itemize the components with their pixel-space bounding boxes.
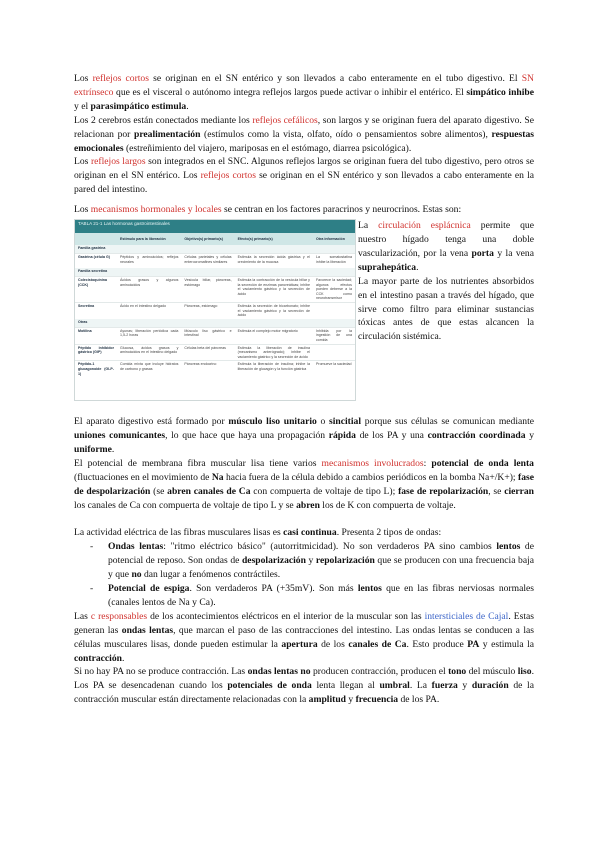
table-cell: Gastrina (célula G) [78,255,110,260]
highlight-term: reflejos cortos [92,73,149,84]
text: y la vena [493,247,534,259]
text: Si no hay PA no se produce contracción. Las [74,666,248,678]
table-section-label: Familia gastrina [75,245,355,253]
document-page [74,72,534,707]
text: se originan en el SN entérico y son llevados a cabo enteramente en el tubo digestivo. El [148,73,522,84]
text: . [186,100,189,112]
text: se originan en el SN entérico y son llevados a cabo enteramente en la pared del intestino. [74,170,534,196]
paragraph-mecanismos [74,203,534,217]
bold-term: cierran [504,485,535,497]
text: y [525,429,535,441]
text: de los [317,638,349,650]
hormone-table-image [74,219,356,401]
table-row [75,344,355,361]
bold-term: respuestas emocionales [74,128,534,154]
text: . Son verdaderos PA (+35mV). Son más [189,583,358,595]
text: de potencial de reposo. Son ondas de [108,541,534,567]
bold-term: potenciales de onda [227,680,312,692]
paragraph-potencial-membrana [74,457,534,513]
bold-term: Potencial de espiga [108,583,190,595]
table-header-cell: Objetivo(s) primario(s) [184,236,223,241]
text: . Los PA se desencadenan cuando los [74,666,534,692]
table-cell: Péptido inhibidor gástrico (GIP) [78,345,114,355]
bold-term: potencial de onda lenta [431,457,534,469]
bold-term: uniforme [74,443,112,455]
bold-term: canales de Ca [348,638,407,650]
table-row [75,302,355,319]
text: de los PA y una [355,429,428,441]
bold-term: fase de repolarización [398,485,489,497]
text: de los acontecimientos eléctricos en el interior de la muscular son las [147,610,425,622]
text: se centran en los factores paracrinos y neurocrinos. Estas son: [221,204,462,216]
bold-term: liso [517,666,532,678]
text: . [111,443,115,455]
text: (se [150,485,168,497]
list-item-ondas-lentas [108,540,534,582]
text: de la contracción muscular están directamente relacionadas con la [74,680,534,706]
table-header-cell: Otra información [315,236,345,241]
table-cell: Páncreas endocrino [184,362,217,367]
text: (estreñimiento del viajero, mariposas en el estómago, diarrea psicológica). [123,142,412,154]
bold-term: duración [471,680,509,692]
bold-term: umbral [379,680,410,692]
paragraph-reflejos-largos [74,155,534,197]
text: con compuerta de voltaje de tipo L); [250,485,399,497]
table-cell: Glucosa, ácidos grasos y aminoácidos en el intestino delgado [120,345,179,355]
text: , que marcan el paso de las contracciones del intestino. Las ondas lentas se conducen a las células musculares lisas, donde pueden estimular la [74,624,534,650]
text: Los [74,204,91,216]
paragraph-musculo-liso [74,415,534,457]
table-cell: Péptidos y aminoácidos; reflejos neurales [120,255,179,264]
bold-term: abren canales de Ca [167,485,251,497]
bold-term: Na [211,471,224,483]
paragraph-reflejos-cefalicos [74,114,534,156]
bold-term: contracción coordinada [427,429,526,441]
bold-term: apertura [281,638,318,650]
table-cell: La somatostatina inhibe la liberación [315,255,352,264]
text: permite que nuestro hígado tenga una doble vascularización, por la vena [358,220,534,259]
table-cell: Estimula la contracción de la vesícula biliar y la secreción de enzimas pancreáticas; inhibe el vaciamiento gástrico y la secreción de ácido [237,278,310,296]
table-cell: Páncreas, estómago [184,304,218,309]
bold-term: uniones comunicantes [74,429,166,441]
text: y [346,694,356,706]
bold-term: contracción [74,652,122,664]
highlight-term: reflejos largos [90,156,146,168]
paragraph-nutrientes: La mayor parte de los nutrientes absorbidos en el intestino pasan a través del hígado, que sirve como filtro para eliminar sustancias tóxicas antes de que estas alcancen la circulación sistémica. [358,275,534,343]
bold-term: simpático inhibe [466,86,535,98]
table-row [75,253,355,268]
table-cell: Secretina [78,304,95,309]
bold-term: casi continua [283,527,337,539]
table-cell: Estimula la secreción ácida gástrica y el crecimiento de la mucosa [237,255,310,264]
text: . [416,261,419,273]
paragraph-actividad-electrica [74,526,534,540]
table-cell: Ácido en el intestino delgado [120,304,166,309]
bold-term: repolarización [315,555,375,567]
table-cell: Péptido-1 glucagonoide (GLP-1) [78,362,114,376]
list-item-potencial-espiga [108,582,534,610]
table-cell [313,345,355,361]
table-row [75,276,355,302]
text: : "ritmo eléctrico básico" (autorritmicidad). No son verdaderos PA sino cambios [163,541,497,553]
bold-term: rápida [328,429,356,441]
table-cell: Estimula la liberación de insulina; inhibe la liberación de glucagón y la función gástrica [237,362,310,371]
text: , son largos y se originan fuera del aparato digestivo. Se relacionan por [74,114,534,140]
text: . [121,652,125,664]
table-and-sidebar [74,219,534,409]
text: . Presenta 2 tipos de ondas: [336,527,442,539]
text: y [457,680,472,692]
highlight-term: reflejos cortos [200,170,256,182]
table-section-label: Familia secretina [75,268,355,276]
text: los canales de Ca con compuerta de voltaje de tipo L y se [74,499,297,511]
table-cell: Estimula el complejo motor migratorio [237,328,298,333]
text: dan lugar a fenómenos contráctiles. [141,569,281,581]
text: , lo que hace que haya una propagación [165,429,329,441]
highlight-term: c responsables [90,610,148,622]
paragraph-contraccion [74,665,534,707]
ondas-list [74,540,534,610]
bold-term: fase de despolarización [74,471,534,497]
table-row [75,327,355,344]
bold-term: porta [471,247,494,259]
paragraph-cajal [74,610,534,666]
text: del músculo [466,666,518,678]
table-body [75,245,355,377]
text: : [423,457,432,469]
text: (estímulos como la vista, olfato, oído o pensamientos sobre alimentos), [200,128,492,140]
text: . Estas generan las [74,610,534,636]
text: hacia fuera de la célula debido a cambios periódicos en la bomba Na+/K+); [223,471,519,483]
table-cell: Inhibida por la ingestión de una comida [315,328,352,342]
bold-term: ondas lentas no [247,666,311,678]
bold-term: Ondas lentas [108,541,164,553]
highlight-term: circulación esplácnica [378,220,471,232]
text: . La [409,680,432,692]
table-row [75,360,355,377]
bold-term: tono [448,666,467,678]
circulacion-column [358,219,534,344]
table-title: TABLA 21-1 Las hormonas gastrointestinales [75,220,355,233]
text: La actividad eléctrica de las fibras musculares lisas es [74,527,284,539]
highlight-term: reflejos cefálicos [252,114,318,126]
text: (fluctuaciones en el movimiento de [74,471,212,483]
table-cell: Promueve la saciedad [315,362,352,367]
bold-term: frecuencia [355,694,399,706]
table-header-cell [75,238,117,240]
text: o [316,416,329,428]
bold-term: ondas lentas [121,624,174,636]
table-cell: Estimula la secreción de bicarbonato; inhibe el vaciamiento gástrico y la secreción de ácido [237,304,310,318]
highlight-term: SN extrínseco [74,73,534,98]
text: porque sus células se comunican mediante [360,416,534,428]
table-cell: Estimula la liberación de insulina (mecanismo anterógrado); inhibe el vaciamiento gástrico y la secreción de ácido [237,345,310,359]
table-cell: Ácidos grasos y algunos aminoácidos [120,278,179,287]
spacer [74,512,534,526]
table-cell: Favorece la saciedad; algunos efectos pueden deberse a la CCK como neurotransmisor [315,278,352,301]
highlight-term: mecanismos involucrados [321,457,424,469]
table-header-cell: Efecto(s) primario(s) [237,236,273,241]
text: los de K con compuerta de voltaje. [319,499,456,511]
table-cell: Motilina [78,328,92,333]
text: que en las fibras nerviosas normales (canales lentos de Na y Ca). [108,583,535,608]
table-cell: Células parietales y células enterocromafines similares [184,255,232,264]
text: producen contracción, producen el [310,666,449,678]
text: y el [74,100,91,112]
bold-term: prealimentación [133,128,201,140]
text: Los [74,73,93,84]
text: que se producen con una frecuencia baja y que [108,555,534,581]
bold-term: amplitud [308,694,346,706]
bold-term: lentos [357,583,382,595]
text: de los PA. [398,694,440,706]
table-cell: Ayunas; liberación periódica cada 1,5-2 horas [120,328,179,338]
table-cell [313,303,355,319]
bold-term: PA [467,638,480,650]
text: y estimula la [479,638,534,650]
bold-term: sincitial [329,416,361,428]
text: Las [74,610,91,622]
table-section-label: Otras [75,319,355,327]
text: y [305,555,316,567]
table-cell: Músculo liso gástrico e intestinal [184,328,232,338]
table-cell: Colecistoquinina (CCK) [78,278,107,287]
text: . Esto produce [406,638,468,650]
bold-term: no [131,569,142,581]
table-cell: Comida mixta que incluye hidratos de carbono y grasas [120,362,179,371]
bold-term: parasimpático estimula [90,100,187,112]
text: lenta llegan al [311,680,380,692]
highlight-term: mecanismos hormonales y locales [90,204,222,216]
table-header-cell: Estímulo para la liberación [120,236,166,241]
paragraph-reflejos-cortos [74,72,534,114]
highlight-term: intersticiales de Cajal [424,610,509,622]
text: El potencial de membrana fibra muscular lisa tiene varios [74,457,322,469]
bold-term: abren [296,499,320,511]
text: La [358,220,379,232]
text: que es el visceral o autónomo integra reflejos largos puede activar o inhibir el entérico. El [113,86,467,98]
table-cell: Vesícula biliar, páncreas, estómago [184,278,232,287]
bold-term: lentos [496,541,521,553]
text: Los 2 cerebros están conectados mediante los [74,114,253,126]
text: , se [488,485,505,497]
text: El aparato digestivo está formado por [74,416,229,428]
bold-term: suprahepática [358,261,417,273]
bold-term: músculo liso unitario [228,416,317,428]
text: son integrados en el SNC. Algunos reflejos largos se originan fuera del tubo digestivo, pero otros se originan en el SN entérico. Los [74,156,534,182]
paragraph-circulacion [358,219,534,275]
table-header-row [75,233,355,245]
bold-term: despolarización [241,555,306,567]
table-cell: Células beta del páncreas [184,345,226,350]
text: Los [74,156,91,168]
bold-term: fuerza [431,680,458,692]
